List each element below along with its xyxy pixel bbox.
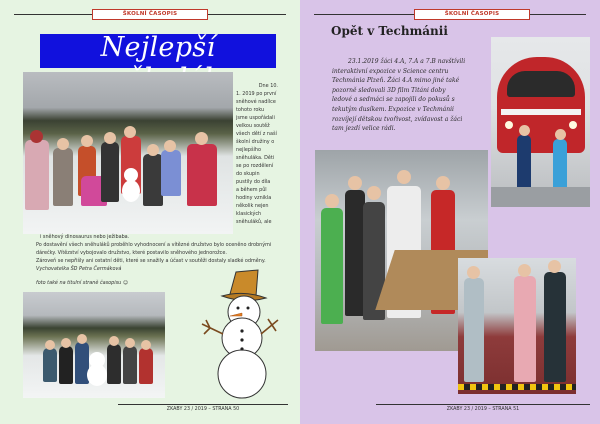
column-line: všech dětí z naší (236, 131, 277, 137)
text-line: tekutým dusíkem. Expozice v Techmánii (332, 105, 454, 113)
column-line: 1. 2019 po první (236, 91, 277, 97)
author-signature: Vychovatelka ŠD Petra Čermáková (36, 266, 122, 273)
text-line: tam jezdí velice rádi. (332, 125, 396, 133)
text-line: interaktivní expozice v Science centru (332, 67, 449, 75)
column-line: sněhuláků, ale (236, 219, 272, 225)
body-line: Po dostavění všech sněhuláků proběhlo vyhodnocení a vítězné družstvo bylo oceněno drobnými (36, 242, 272, 249)
column-line: klasických (236, 211, 262, 217)
magazine-badge: ŠKOLNÍ ČASOPIS (92, 9, 208, 20)
column-line: jsme uspořádali (236, 115, 275, 121)
body-line: Zároveň se nepřišly ani ostatní děti, které se snažily a účast v soutěži dostaly sladké odměny. (36, 258, 266, 265)
column-line: sněhuláka. Děti (236, 155, 275, 161)
text-line: rozvíjejí dětskou tvořivost, zvídavost a žáci (332, 115, 463, 123)
train-photo (491, 37, 590, 207)
column-line: sněhové nadílce (236, 99, 276, 105)
page-footer: ZKABY 23 / 2019 – STRANA 50 (166, 407, 240, 412)
column-line: tohoto roku (236, 107, 265, 113)
column-line: Dne 10. (258, 83, 278, 89)
column-line: školní družiny o (236, 139, 275, 145)
column-line: nejlepšího (236, 147, 261, 153)
column-line: do skupin (236, 171, 260, 177)
snowman-contest-photo (23, 72, 233, 234)
article-column (236, 82, 296, 226)
column-line: hodiny vznikla (236, 195, 272, 201)
bottom-rule (376, 404, 590, 405)
article-text (332, 57, 487, 134)
text-line: 23.1.2019 žáci 4.A, 7.A a 7.B navštívili (348, 58, 466, 65)
photo-caption: foto také na titulní straně časopisu ☺ (36, 280, 128, 286)
magazine-badge: ŠKOLNÍ ČASOPIS (414, 9, 530, 20)
bottom-rule (118, 404, 288, 405)
column-line: pustily do díla (236, 179, 271, 185)
column-line: se po rozdělení (236, 163, 274, 169)
article-title: Opět v Techmánii (331, 24, 448, 38)
column-line: několik nejen (236, 203, 269, 209)
article-title: Nejlepší (100, 32, 216, 63)
column-line: a během půl (236, 187, 267, 193)
body-line: dárečky. Vítězství vybojovalo družstvo, které postavilo sněhového jednorožce. (36, 250, 227, 257)
page-footer: ZKABY 23 / 2019 – STRANA 51 (446, 407, 520, 412)
body-line: i sněhový dinosaurus nebo ježibaba. (40, 234, 130, 240)
group-photo (23, 292, 165, 398)
text-line: ledové a sedmáci se zapojili do pokusů s (332, 96, 455, 104)
snowman-illustration (192, 268, 282, 400)
text-line: pozorně sledovali 3D film Titáni doby (332, 86, 446, 94)
text-line: Techmánia Plzeň. Žáci 4.A mimo jiné také (332, 77, 460, 85)
exhibition-photo (458, 258, 576, 394)
column-line: velkou soutěž (236, 123, 270, 129)
